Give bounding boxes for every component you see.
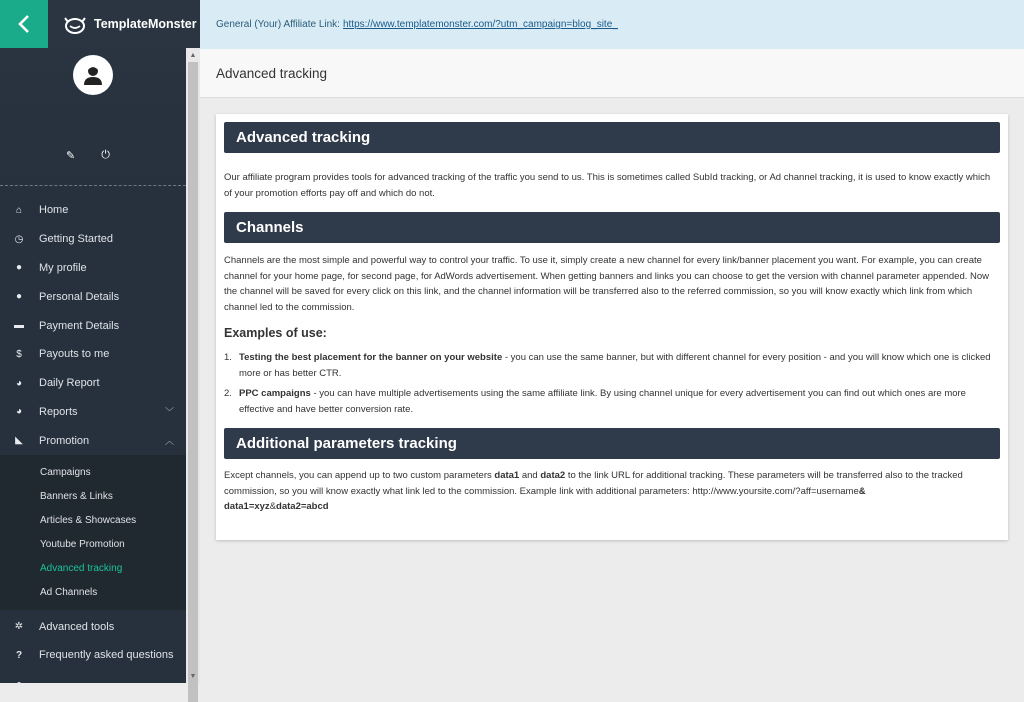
section-header-channels: Channels <box>224 212 1000 243</box>
profile-panel <box>0 48 186 185</box>
submenu-articles-showcases[interactable]: Articles & Showcases <box>40 514 137 526</box>
avatar[interactable] <box>73 55 113 95</box>
list-number: 1. <box>224 352 232 363</box>
affiliate-link[interactable]: https://www.templatemonster.com/?utm_campaign=blog_site_ <box>342 19 618 30</box>
example-data1: data1=xyz <box>224 501 270 512</box>
list-item <box>224 350 1000 381</box>
chevron-left-icon <box>17 14 31 34</box>
sidebar-item-label: Home <box>39 204 69 217</box>
text-span: Except channels, you can append up to two custom parameters <box>224 470 495 481</box>
sidebar-scroll-area <box>0 48 186 690</box>
list-item <box>224 386 1000 417</box>
sidebar-item-my-profile[interactable] <box>0 254 186 283</box>
example-text: - you can use the same banner, but with different channel for every position - and you will know which one is clicked more or has better CTR. <box>239 352 991 379</box>
profile-actions <box>66 149 110 162</box>
gears-icon: ✲ <box>14 621 24 633</box>
sidebar-item-reports[interactable] <box>0 398 186 427</box>
pie-chart-icon: ◕ <box>15 406 23 418</box>
submenu-ad-channels[interactable]: Ad Channels <box>40 586 98 598</box>
example-text: - you can have multiple advertisements using the same affiliate link. By using channel unique for every advertisement you can find out which ones are more effective and have better conversion rate. <box>239 388 966 415</box>
examples-heading: Examples of use: <box>224 326 327 340</box>
pie-chart-icon: ◕ <box>15 377 23 389</box>
param-data1: data1 <box>494 470 520 481</box>
sidebar-item-label: Frequently asked questions <box>39 649 174 662</box>
submenu-advanced-tracking[interactable]: Advanced tracking <box>40 562 123 574</box>
example-amp: & <box>858 485 866 497</box>
money-bag-icon: $ <box>16 348 22 360</box>
section-header-additional-parameters: Additional parameters tracking <box>224 428 1000 459</box>
scrollbar-thumb[interactable] <box>188 62 198 702</box>
scroll-down-icon[interactable]: ▼ <box>189 672 197 680</box>
scroll-up-icon[interactable]: ▲ <box>189 51 197 59</box>
list-number: 2. <box>224 388 232 399</box>
megaphone-icon: ◣ <box>15 435 23 447</box>
sidebar-item-getting-started[interactable] <box>0 225 186 254</box>
sidebar-item-label: Advanced tools <box>39 620 115 633</box>
affiliate-link-label: General (Your) Affiliate Link: <box>216 19 340 30</box>
sidebar-item-advanced-tools[interactable] <box>0 612 186 641</box>
question-icon: ? <box>15 649 23 661</box>
card-icon: ▬ <box>14 320 24 332</box>
user-icon: ● <box>15 291 23 303</box>
user-icon: ● <box>15 262 23 274</box>
pencil-icon[interactable]: ✎ <box>66 150 76 162</box>
intro-paragraph: Our affiliate program provides tools for advanced tracking of the traffic you send to us. This is sometimes called SubId tracking, or Ad channel tracking, it is used to know exactly which of your promotion efforts pay off and which do not. <box>224 172 991 199</box>
power-icon[interactable]: ⏻ <box>101 149 110 161</box>
sidebar-menu-lower <box>0 610 186 698</box>
monster-logo-icon <box>62 14 88 34</box>
sidebar-item-faq[interactable] <box>0 641 186 670</box>
submenu-campaigns[interactable]: Campaigns <box>40 466 91 478</box>
sidebar <box>0 0 200 690</box>
sidebar-item-label: Payouts to me <box>39 348 110 361</box>
chevron-up-icon: ︿ <box>164 436 174 447</box>
sidebar-item-personal-details[interactable] <box>0 282 186 311</box>
sidebar-scrollbar[interactable] <box>186 48 200 683</box>
sidebar-item-payouts[interactable] <box>0 340 186 369</box>
affiliate-link-banner <box>200 0 1024 49</box>
sidebar-menu <box>0 186 186 455</box>
example-data2: data2=abcd <box>276 501 329 512</box>
submenu-youtube-promotion[interactable]: Youtube Promotion <box>40 538 125 550</box>
param-data2: data2 <box>540 470 566 481</box>
sidebar-item-label: Getting Started <box>39 233 113 246</box>
section-header-advanced-tracking: Advanced tracking <box>224 122 1000 153</box>
sidebar-item-promotion[interactable] <box>0 426 186 455</box>
user-avatar-icon <box>82 64 104 86</box>
promotion-submenu <box>0 455 186 610</box>
sidebar-item-daily-report[interactable] <box>0 369 186 398</box>
chevron-down-icon: ﹀ <box>164 407 174 418</box>
text-span: & <box>269 501 277 512</box>
brand-name: TemplateMonster <box>94 17 197 31</box>
examples-list <box>224 350 1000 417</box>
submenu-banners-links[interactable]: Banners & Links <box>40 490 113 502</box>
sidebar-item-label: Promotion <box>39 434 90 447</box>
example-title: PPC campaigns <box>239 388 311 399</box>
sidebar-item-label: Payment Details <box>39 319 120 332</box>
parameters-paragraph <box>224 468 1000 515</box>
sidebar-item-label: Personal Details <box>39 290 120 303</box>
example-title: Testing the best placement for the banner on your website <box>239 352 503 363</box>
sidebar-item-label: My profile <box>39 261 87 274</box>
home-icon: ⌂ <box>15 204 23 216</box>
stopwatch-icon: ◷ <box>14 233 24 245</box>
text-span: to the link URL for additional tracking. These parameters will be transferred also to the tracked commission, so you will know exactly what link led to the commission. Example link with additional parameters: http://www.yoursite.com/?aff=username <box>224 470 963 497</box>
sidebar-topbar <box>0 0 200 48</box>
content-card <box>216 114 1008 540</box>
sidebar-item-label: Reports <box>39 405 78 418</box>
page-title: Advanced tracking <box>200 49 1024 98</box>
sidebar-item-home[interactable] <box>0 196 186 225</box>
back-button[interactable] <box>0 0 48 48</box>
brand-logo[interactable] <box>48 0 200 48</box>
menu-icon: ● <box>15 678 23 690</box>
text-span: and <box>519 470 541 481</box>
sidebar-item-payment-details[interactable] <box>0 311 186 340</box>
channels-paragraph: Channels are the most simple and powerful way to control your traffic. To use it, simply create a new channel for every link/banner placement you want. For example, you can create channel for your home page, for second page, for AdWords advertisement. When getting banners and links you can choose to get the version with channel parameter appended. Now the channel will be saved for every click on this link, and the channel information will be transferred also to the referred commission, so you will know exactly which link from which channel led to the commission. <box>224 255 990 313</box>
sidebar-item-label: Daily Report <box>39 377 100 390</box>
sidebar-item-partial[interactable] <box>0 670 186 699</box>
